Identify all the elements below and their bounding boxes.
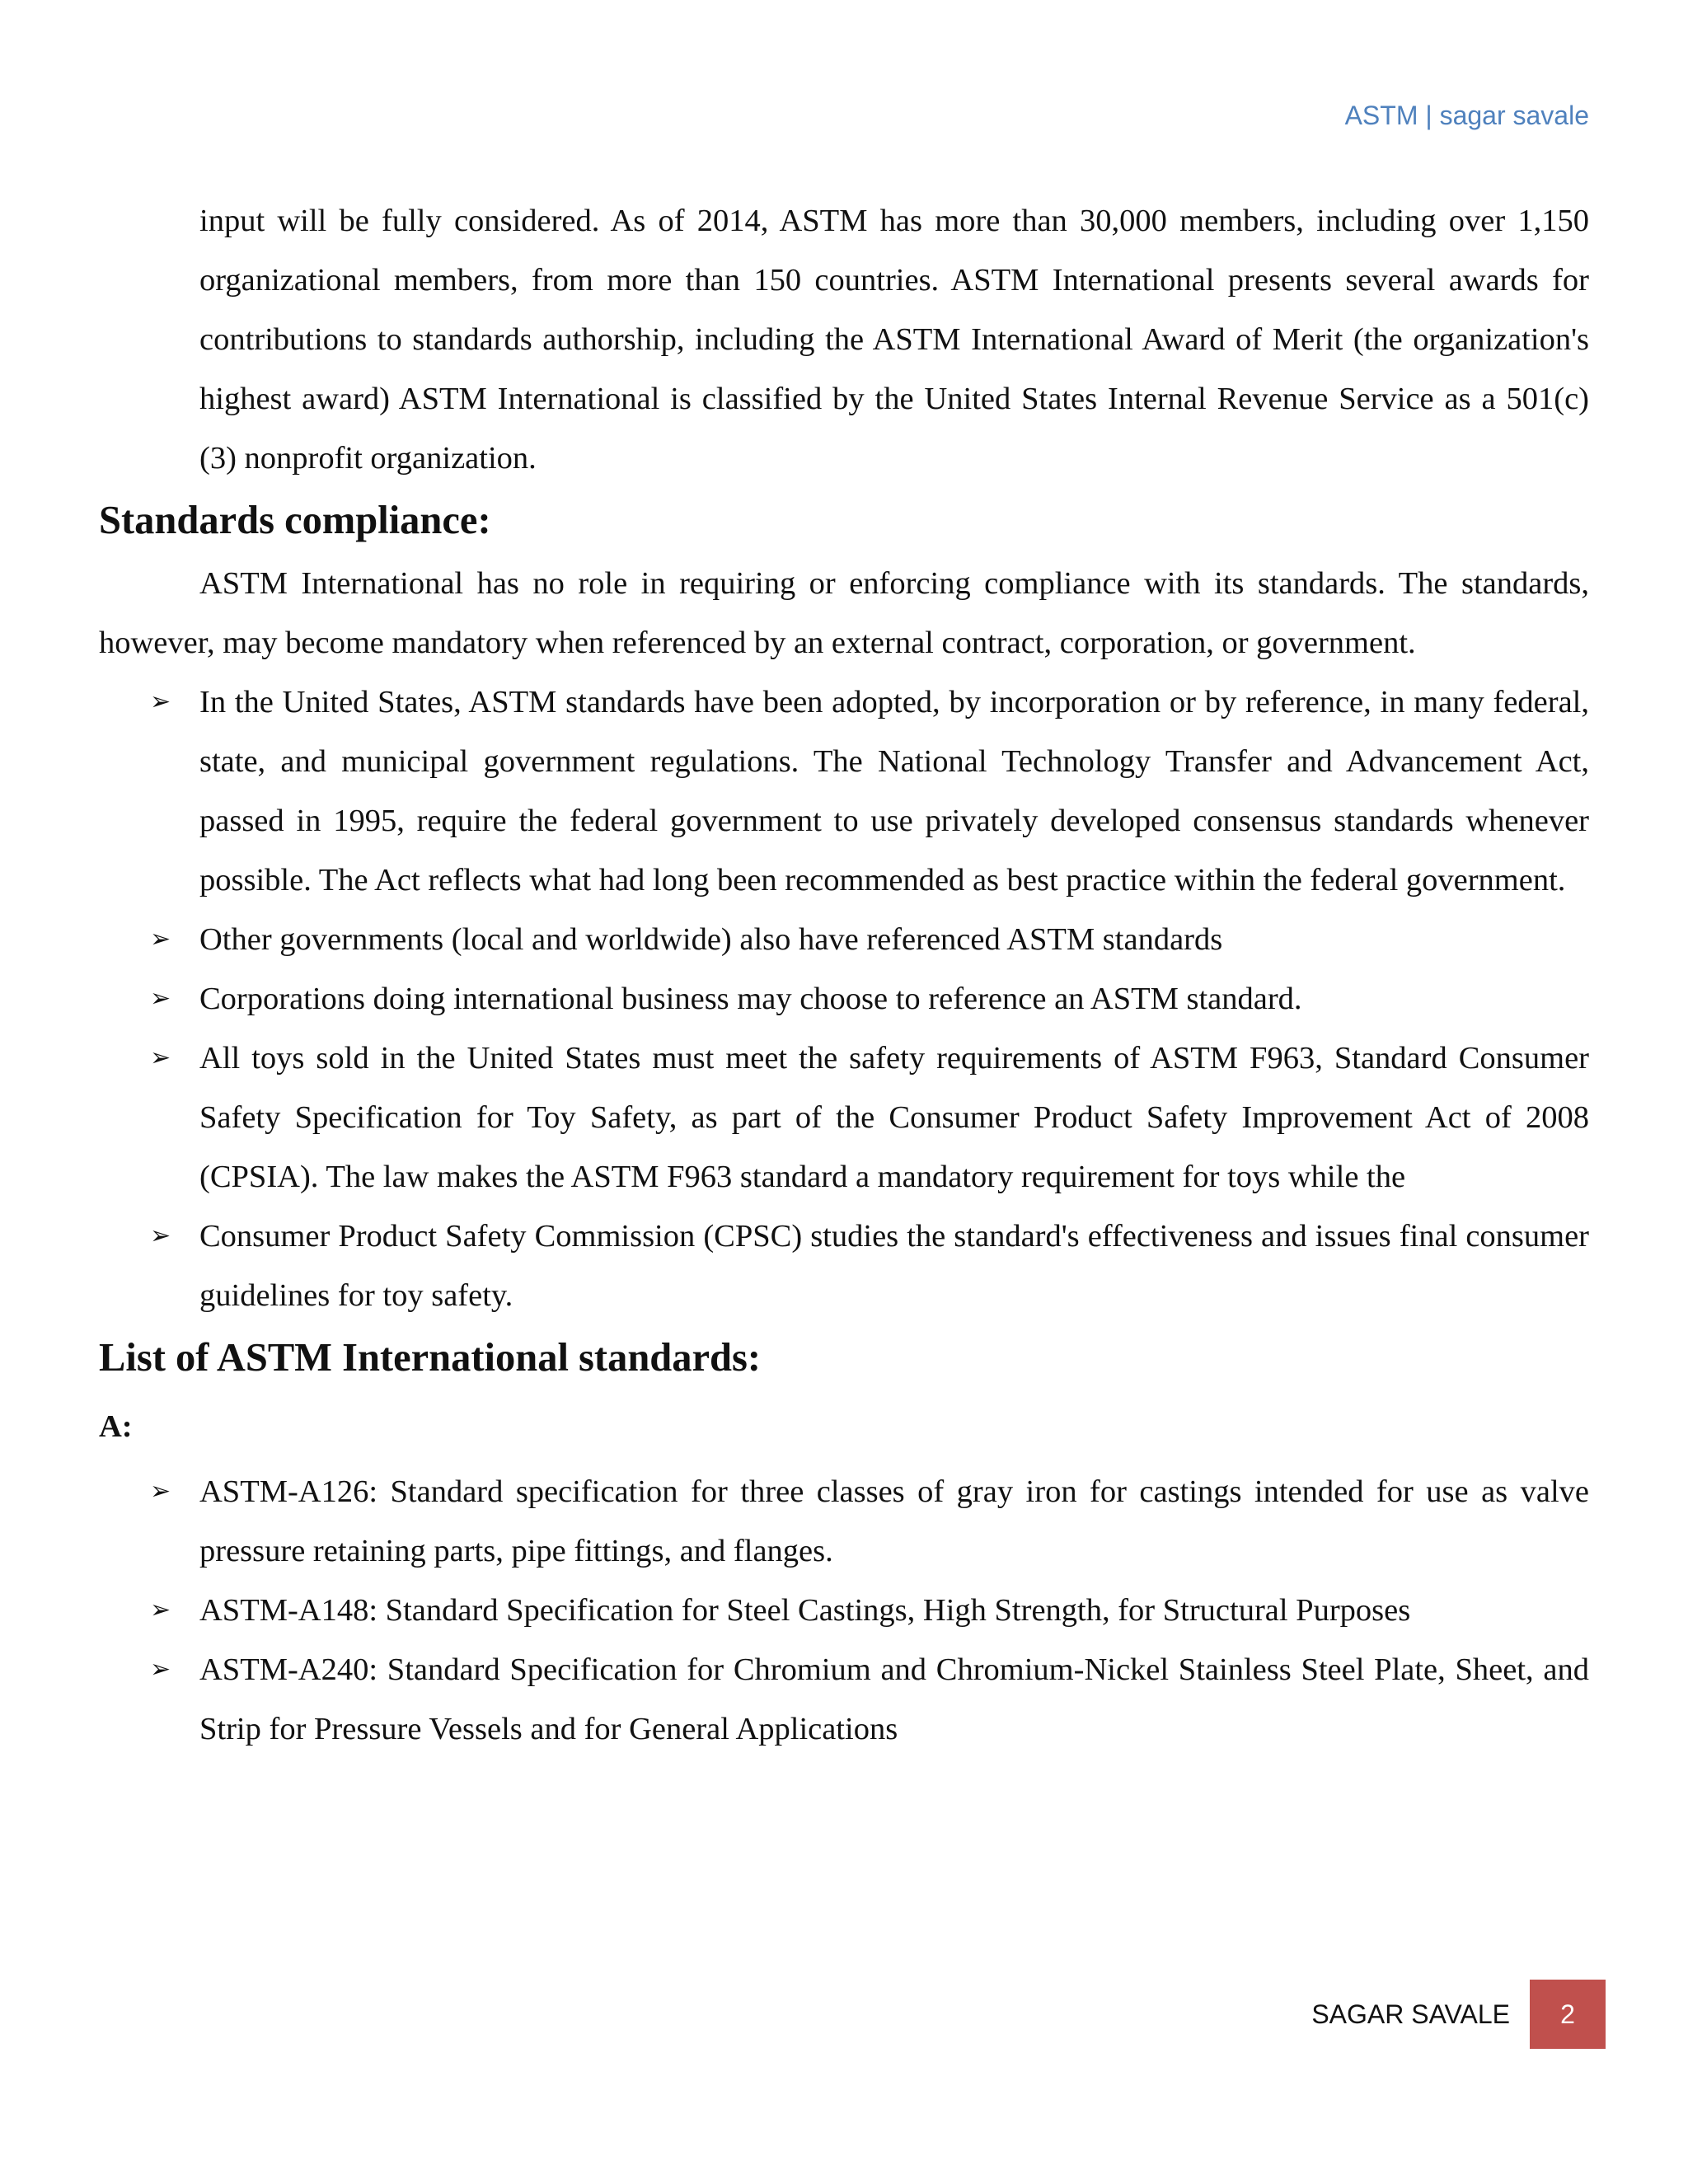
list-item-text: All toys sold in the United States must meet the safety requirements of ASTM F963, Standard Consumer Safety Specification for Toy Safety, as part of the Consumer Product Safety Improvement Act of 2008 (CPSIA). The law makes the ASTM F963 standard a mandatory requirement for toys while the	[199, 1041, 1589, 1194]
section-label-a: A:	[99, 1409, 133, 1444]
arrowhead-bullet-icon: ➢	[150, 1596, 171, 1624]
list-item-text: Other governments (local and worldwide) also have referenced ASTM standards	[199, 922, 1223, 957]
list-item-text: Consumer Product Safety Commission (CPSC) studies the standard's effectiveness and issues final consumer guidelines for toy safety.	[199, 1219, 1589, 1313]
list-item	[99, 673, 1589, 910]
list-item-text: ASTM-A240: Standard Specification for Chromium and Chromium-Nickel Stainless Steel Plate, Sheet, and Strip for Pressure Vessels and for General Applications	[199, 1652, 1589, 1746]
arrowhead-bullet-icon: ➢	[150, 1477, 171, 1506]
compliance-bullet-list	[99, 673, 1589, 1325]
document-body	[99, 191, 1589, 1759]
footer-author: SAGAR SAVALE	[1311, 1999, 1510, 2029]
list-item	[99, 1462, 1589, 1581]
list-item	[99, 910, 1589, 969]
list-item-text: In the United States, ASTM standards have been adopted, by incorporation or by reference, in many federal, state, and municipal government regulations. The National Technology Transfer and Advancement Act, passed in 1995, require the federal government to use privately developed consensus standards whenever possible. The Act reflects what had long been recommended as best practice within the federal government.	[199, 685, 1589, 898]
list-item	[99, 969, 1589, 1029]
list-item-text: ASTM-A148: Standard Specification for Steel Castings, High Strength, for Structural Purposes	[199, 1593, 1411, 1628]
list-item	[99, 1581, 1589, 1640]
arrowhead-bullet-icon: ➢	[150, 1655, 171, 1684]
standards-compliance-heading: Standards compliance:	[99, 499, 491, 542]
standards-bullet-list	[99, 1462, 1589, 1759]
arrowhead-bullet-icon: ➢	[150, 925, 171, 954]
arrowhead-bullet-icon: ➢	[150, 984, 171, 1013]
compliance-paragraph: ASTM International has no role in requiring or enforcing compliance with its standards. The standards, however, may become mandatory when referenced by an external contract, corporation, or government.	[99, 566, 1589, 660]
list-item-text: Corporations doing international business may choose to reference an ASTM standard.	[199, 982, 1302, 1016]
page-header: ASTM | sagar savale	[1344, 101, 1589, 130]
arrowhead-bullet-icon: ➢	[150, 687, 171, 716]
list-item	[99, 1640, 1589, 1759]
astm-standards-list-heading: List of ASTM International standards:	[99, 1336, 762, 1380]
arrowhead-bullet-icon: ➢	[150, 1221, 171, 1250]
list-item	[99, 1029, 1589, 1207]
list-item-text: ASTM-A126: Standard specification for three classes of gray iron for castings intended for use as valve pressure retaining parts, pipe fittings, and flanges.	[199, 1474, 1589, 1568]
list-item	[99, 1207, 1589, 1325]
page-number-badge: 2	[1530, 1980, 1606, 2049]
arrowhead-bullet-icon: ➢	[150, 1043, 171, 1072]
page-footer	[1311, 1980, 1606, 2049]
intro-paragraph: input will be fully considered. As of 2014, ASTM has more than 30,000 members, including over 1,150 organizational members, from more than 150 countries. ASTM International presents several awards for contributions to standards authorship, including the ASTM International Award of Merit (the organization's highest award) ASTM International is classified by the United States Internal Revenue Service as a 501(c) (3) nonprofit organization.	[199, 204, 1589, 476]
